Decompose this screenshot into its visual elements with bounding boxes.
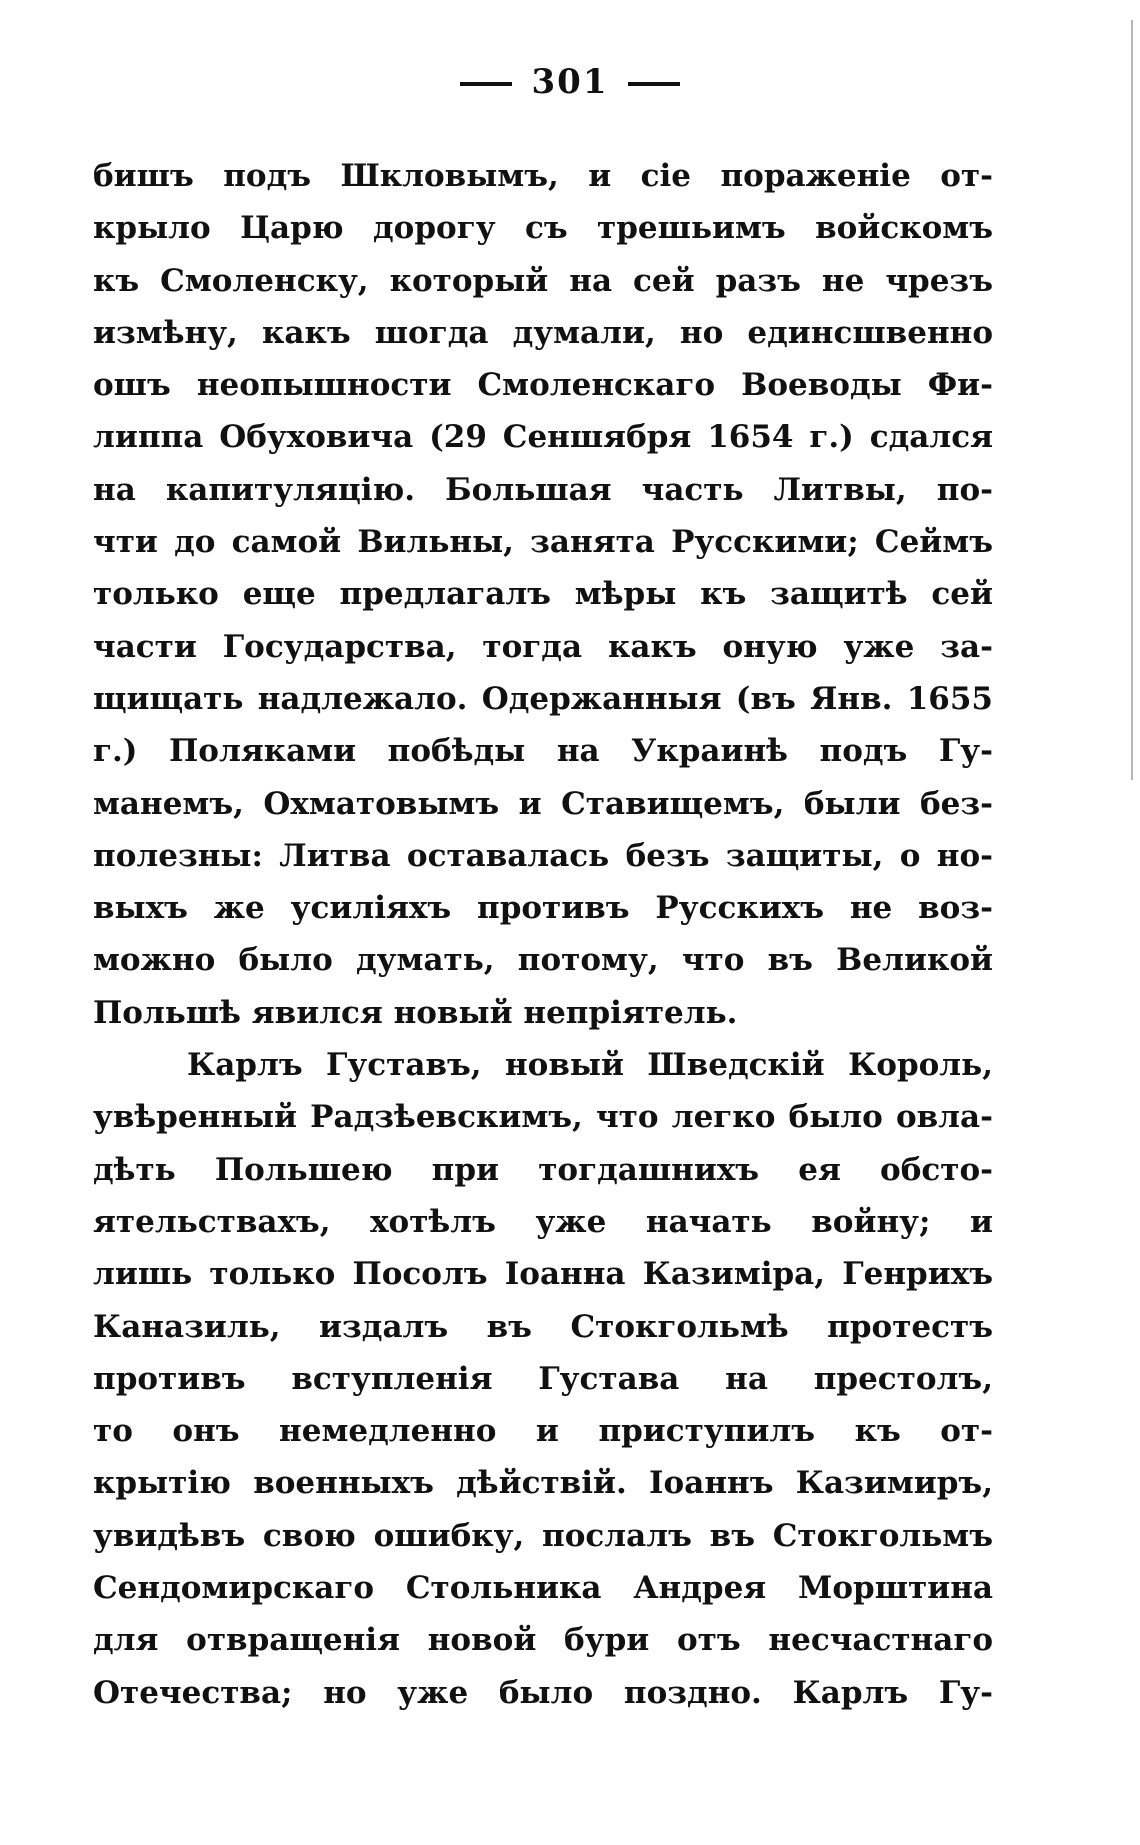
paragraph [93, 1039, 993, 1719]
page-edge-shadow [1131, 20, 1133, 780]
text-line: Каназиль, издалъ въ Стокгольмѣ протестъ [93, 1308, 993, 1345]
text-line: можно было думать, потому, что въ Великой [93, 942, 993, 979]
text-line: на капитуляцію. Большая часть Литвы, по- [93, 471, 993, 508]
page-number-header [0, 62, 1140, 102]
page-number: 301 [531, 62, 609, 102]
body-text [93, 150, 993, 1719]
text-line: для отвращенія новой бури отъ несчастнаго [93, 1622, 993, 1659]
text-line: лишь только Посолъ Іоанна Казиміра, Генрихъ [93, 1256, 993, 1293]
text-line: бишъ подъ Шкловымъ, и сіе пораженіе от- [93, 158, 993, 194]
text-line: крытію военныхъ дѣйствій. Іоаннъ Казимиръ, [93, 1465, 993, 1502]
text-line: манемъ, Охматовымъ и Ставищемъ, были без- [93, 785, 993, 822]
text-line: выхъ же усиліяхъ противъ Русскихъ не воз- [93, 890, 993, 927]
text-line: измѣну, какъ шогда думали, но единсшвенно [93, 314, 993, 351]
left-dash [460, 82, 512, 86]
text-line: ошъ неопышности Смоленскаго Воеводы Фи- [93, 367, 993, 404]
text-line: Польшѣ явился новый непріятель. [93, 994, 738, 1031]
text-line: увѣренный Радзѣевскимъ, что легко было овла- [93, 1099, 993, 1136]
text-line: ятельствахъ, хотѣлъ уже начать войну; и [93, 1203, 993, 1240]
text-line: противъ вступленія Густава на престолъ, [93, 1360, 993, 1397]
text-line: щищать надлежало. Одержанныя (въ Янв. 1655 [93, 680, 993, 717]
text-line: полезны: Литва оставалась безъ защиты, о но- [93, 837, 993, 874]
text-line: части Государства, тогда какъ оную уже за- [93, 628, 993, 665]
text-line: Сендомирскаго Стольника Андрея Морштина [93, 1570, 993, 1607]
text-line: крыло Царю дорогу съ трешьимъ войскомъ [93, 210, 993, 247]
text-line: то онъ немедленно и приступилъ къ от- [93, 1413, 993, 1450]
text-line: чти до самой Вильны, занята Русскими; Сеймъ [93, 524, 993, 561]
paragraph [93, 150, 993, 1039]
text-line: Карлъ Густавъ, новый Шведскій Король, [187, 1047, 993, 1084]
text-line: Отечества; но уже было поздно. Карлъ Гу- [93, 1674, 993, 1711]
text-line: г.) Поляками побѣды на Украинѣ подъ Гу- [93, 733, 993, 770]
text-line: увидѣвъ свою ошибку, послалъ въ Стокгольмъ [93, 1517, 993, 1554]
text-line: дѣть Польшею при тогдашнихъ ея обсто- [93, 1151, 993, 1188]
text-line: къ Смоленску, который на сей разъ не чрезъ [93, 262, 993, 299]
text-line: липпа Обуховича (29 Сеншября 1654 г.) сдался [93, 419, 993, 456]
right-dash [628, 82, 680, 86]
text-line: только еще предлагалъ мѣры къ защитѣ сей [93, 576, 993, 613]
